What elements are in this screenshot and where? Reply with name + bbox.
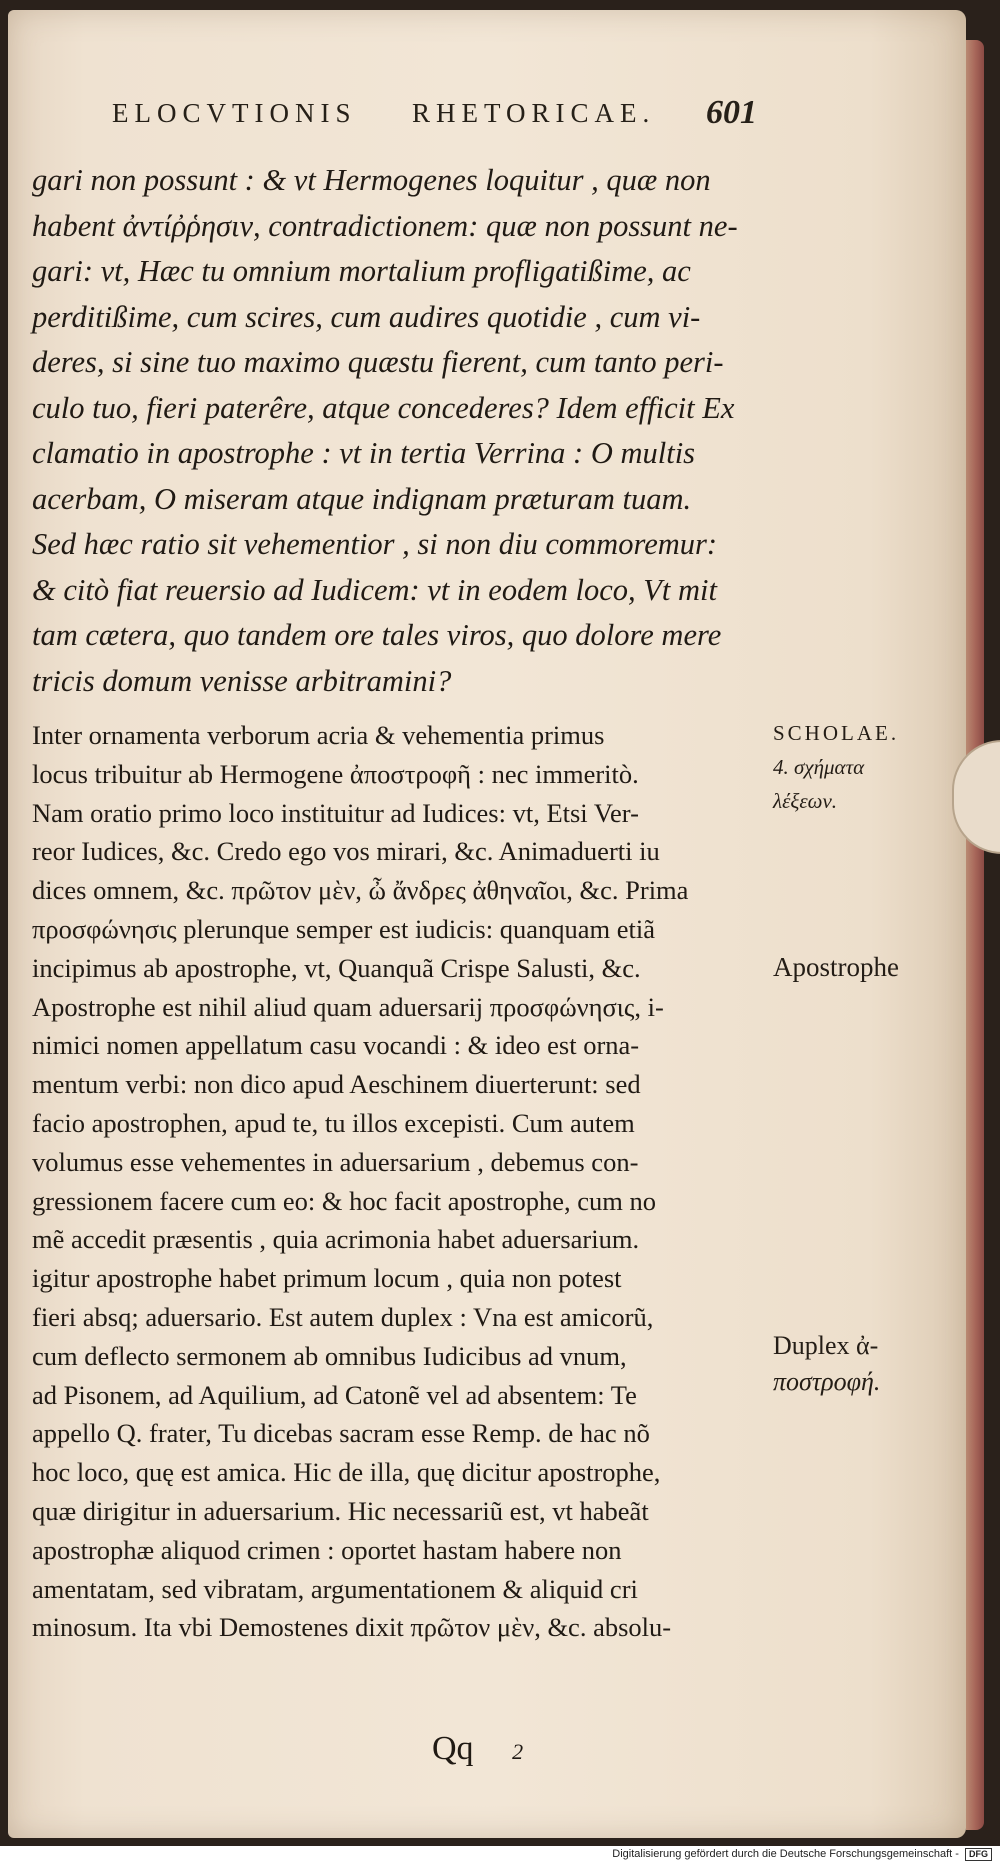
- text-line: apostrophæ aliquod crimen : oportet hastam habere non: [32, 1534, 622, 1565]
- margin-note-line: ποστροφή.: [773, 1367, 881, 1396]
- text-line: perditißime, cum scires, cum audires quotidie , cum vi-: [32, 299, 701, 334]
- signature-letters: Qq: [432, 1730, 474, 1767]
- text-line: quæ dirigitur in aduersarium. Hic necessariũ est, vt habeãt: [32, 1495, 649, 1526]
- text-line: volumus esse vehementes in aduersarium , debemus con-: [32, 1146, 639, 1177]
- page-number: 601: [706, 94, 757, 131]
- text-line: gari: vt, Hæc tu omnium mortalium profligatißime, ac: [32, 254, 691, 288]
- book-page: [8, 10, 966, 1838]
- digitization-credit: [0, 1848, 992, 1866]
- text-line: reor Iudices, &c. Credo ego vos mirari, &c. Animaduerti iu: [32, 836, 660, 867]
- text-line: incipimus ab apostrophe, vt, Quanquã Crispe Salusti, &c.: [32, 952, 641, 983]
- margin-note-line: 4. σχήματα: [773, 755, 865, 779]
- text-line: habent ἀντίῤῥησιν, contradictionem: quæ non possunt ne-: [32, 208, 738, 243]
- signature-number: 2: [512, 1739, 524, 1764]
- italic-paragraph: [32, 158, 767, 704]
- text-line: gressionem facere cum eo: & hoc facit apostrophe, cum no: [32, 1185, 656, 1216]
- text-line: & citò fiat reuersio ad Iudicem: vt in eodem loco, Vt mit: [32, 572, 717, 607]
- margin-note-line: Duplex ἀ-: [773, 1331, 879, 1360]
- margin-note-scholae: [773, 716, 899, 818]
- dfg-logo-icon: DFG: [965, 1848, 992, 1861]
- header-left: ELOCVTIONIS: [112, 98, 357, 128]
- text-line: Nam oratio primo loco instituitur ad Iudices: vt, Etsi Ver-: [32, 797, 639, 828]
- text-line: culo tuo, fieri paterêre, atque concederes? Idem efficit Ex: [32, 390, 735, 425]
- text-line: προσφώνησις plerunque semper est iudicis: quanquam etiã: [32, 913, 655, 944]
- text-line: dices omnem, &c. πρῶτον μὲν, ὦ ἄνδρες ἀθηναῖοι, &c. Prima: [32, 875, 689, 906]
- text-line: cum deflecto sermonem ab omnibus Iudicibus ad vnum,: [32, 1340, 627, 1371]
- roman-paragraph: [32, 716, 767, 1647]
- header-center: RHETORICAE.: [412, 98, 656, 128]
- text-line: amentatam, sed vibratam, argumentationem & aliquid cri: [32, 1573, 638, 1604]
- margin-note-apostrophe: Apostrophe: [773, 952, 899, 982]
- text-line: fieri absq; aduersario. Est autem duplex : Vna est amicorũ,: [32, 1301, 654, 1332]
- text-line: tricis domum venisse arbitramini?: [32, 663, 452, 698]
- text-line: Inter ornamenta verborum acria & vehementia primus: [32, 720, 605, 750]
- text-line: clamatio in apostrophe : vt in tertia Verrina : O multis: [32, 436, 696, 470]
- text-line: igitur apostrophe habet primum locum , quia non potest: [32, 1263, 622, 1294]
- text-line: mẽ accedit præsentis , quia acrimonia habet aduersarium.: [32, 1224, 640, 1255]
- text-line: nimici nomen appellatum casu vocandi : & ideo est orna-: [32, 1030, 640, 1061]
- book-edge: [966, 40, 984, 1830]
- text-line: appello Q. frater, Tu dicebas sacram esse Remp. de hac nõ: [32, 1418, 650, 1449]
- margin-note-duplex: [773, 1328, 880, 1400]
- signature-mark: [432, 1730, 523, 1768]
- text-line: facio apostrophen, apud te, tu illos excepisti. Cum autem: [32, 1107, 635, 1138]
- text-line: deres, si sine tuo maximo quæstu fierent, cum tanto peri-: [32, 345, 724, 379]
- text-line: acerbam, O miseram atque indignam præturam tuam.: [32, 481, 692, 516]
- text-line: Sed hæc ratio sit vehementior , si non diu commoremur:: [32, 527, 718, 561]
- margin-note-line: λέξεων.: [773, 789, 838, 813]
- text-line: tam cætera, quo tandem ore tales viros, quo dolore mere: [32, 618, 722, 652]
- text-line: ad Pisonem, ad Aquilium, ad Catonẽ vel ad absentem: Te: [32, 1379, 637, 1410]
- text-line: minosum. Ita vbi Demostenes dixit πρῶτον μὲν, &c. absolu-: [32, 1612, 672, 1643]
- credit-text: Digitalisierung gefördert durch die Deutsche Forschungsgemeinschaft -: [612, 1848, 959, 1860]
- margin-note-line: SCHOLAE.: [773, 721, 900, 745]
- running-header: [112, 94, 757, 144]
- text-line: mentum verbi: non dico apud Aeschinem diuerterunt: sed: [32, 1069, 641, 1100]
- text-line: locus tribuitur ab Hermogene ἀποστροφῆ : nec immeritò.: [32, 758, 639, 789]
- text-line: gari non possunt : & vt Hermogenes loquitur , quæ non: [32, 163, 711, 197]
- text-line: hoc loco, quę est amica. Hic de illa, quę dicitur apostrophe,: [32, 1457, 661, 1488]
- text-line: Apostrophe est nihil aliud quam aduersarij προσφώνησις, i-: [32, 991, 664, 1022]
